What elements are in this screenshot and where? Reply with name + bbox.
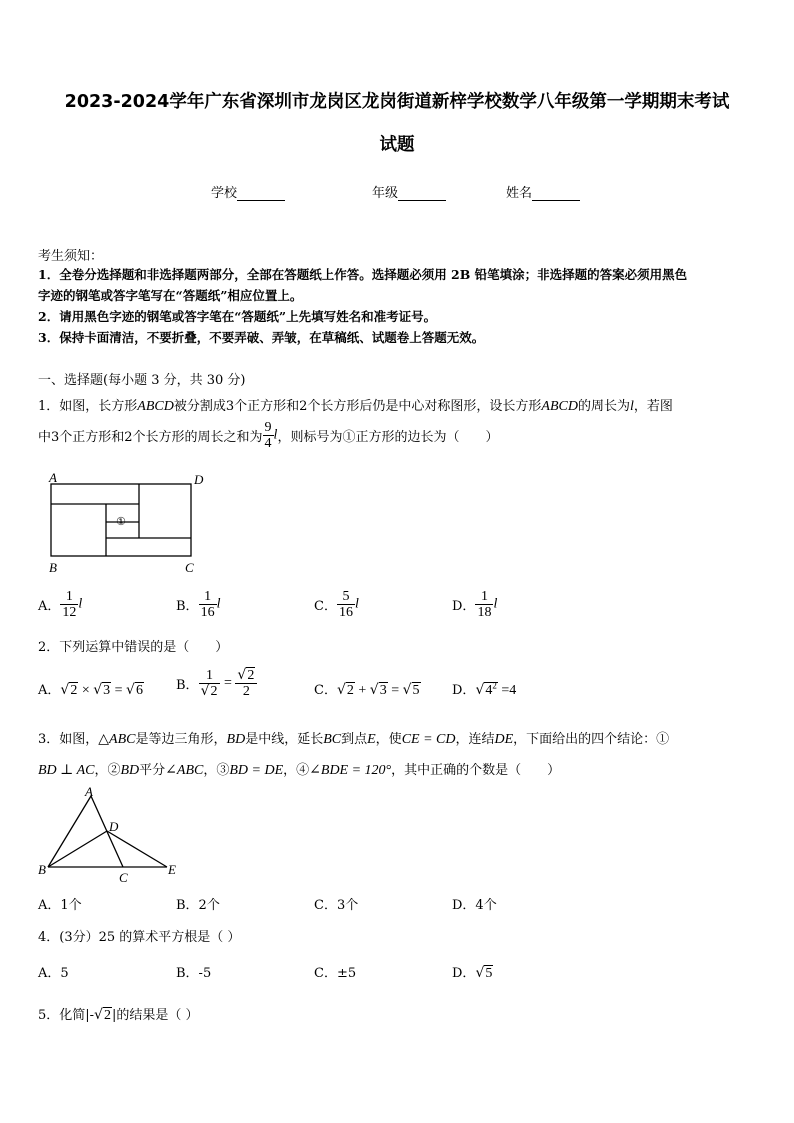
q1-rectangle-figure [44, 470, 214, 578]
school-blank [237, 187, 285, 201]
q4-option-c[interactable]: C．±5 [314, 966, 357, 981]
q2-option-b[interactable]: B． $\frac{1}{√2}$ = $\frac{√2}{2}$ [176, 668, 257, 699]
q3-line1: 3．如图，△ABC是等边三角形，BD是中线，延长BC到点E，使CE = CD，连结DE，下面给出的四个结论：① [38, 732, 670, 747]
q3-label-c: C [119, 870, 128, 885]
q1-label-c: C [185, 560, 194, 575]
grade-field [372, 182, 446, 201]
q1-line1: 1．如图，长方形ABCD被分割成3个正方形和2个长方形后仍是中心对称图形，设长方形ABCD的周长为l，若图 [38, 399, 673, 414]
q1-label-a: A [49, 470, 57, 485]
q5-stem: 5．化简|-√2|的结果是（ ） [38, 1007, 199, 1023]
notice-item-1b: 字迹的钢笔或答字笔写在“答题纸”相应位置上。 [38, 288, 303, 303]
q3-label-d: D [109, 819, 119, 834]
q2-option-a[interactable]: A．√2 × √3 = √6 [38, 682, 143, 698]
q4-option-a[interactable]: A．5 [38, 966, 69, 981]
name-label: 姓名 [506, 186, 533, 201]
q3-triangle-figure [36, 784, 186, 886]
q3-label-e: E [168, 862, 176, 877]
q2-option-d[interactable]: D．$√4^2 =4$ [452, 680, 517, 698]
notice-item-3: 3．保持卡面清洁，不要折叠，不要弄破、弄皱，在草稿纸、试题卷上答题无效。 [38, 330, 485, 345]
q1-fraction: $\frac{9}{4}$ [264, 420, 272, 451]
school-field [211, 182, 285, 201]
q1-option-a[interactable]: A． $\frac{1}{12}$ l [38, 589, 83, 620]
q4-option-b[interactable]: B．-5 [176, 966, 212, 981]
q1-line2: 中3个正方形和2个长方形的周长之和为 $\frac{9}{4}$ l，则标号为①正方形的边长为（ ） [38, 420, 499, 451]
q3-option-c[interactable]: C．3个 [314, 898, 359, 913]
school-label: 学校 [211, 186, 238, 201]
q1-option-c[interactable]: C． $\frac{5}{16}$ l [314, 589, 359, 620]
notice-item-1a: 1．全卷分选择题和非选择题两部分，全部在答题纸上作答。选择题必须用 2B 铅笔填涂；非选择题的答案必须用黑色 [38, 267, 688, 282]
q1-option-b[interactable]: B． $\frac{1}{16}$ l [176, 589, 221, 620]
q1-mark-1: ① [116, 515, 126, 528]
q1-label-b: B [49, 560, 57, 575]
q3-line2: BD ⊥ AC，②BD平分∠ABC，③BD = DE，④∠BDE = 120°，其中正确的个数是（ ） [38, 763, 561, 778]
q3-option-a[interactable]: A．1个 [38, 898, 82, 913]
grade-label: 年级 [372, 186, 399, 201]
page-title: 2023-2024学年广东省深圳市龙岗区龙岗街道新梓学校数学八年级第一学期期末考试 [64, 92, 730, 112]
q2-stem: 2．下列运算中错误的是（ ） [38, 640, 229, 655]
q3-option-b[interactable]: B．2个 [176, 898, 220, 913]
page-title-line2: 试题 [379, 135, 415, 155]
q1-option-d[interactable]: D． $\frac{1}{18}$ l [452, 589, 498, 620]
q3-label-a: A [85, 784, 93, 799]
grade-blank [398, 187, 446, 201]
q3-label-b: B [38, 862, 46, 877]
q4-stem: 4．(3分）25 的算术平方根是（ ） [38, 930, 241, 945]
notice-item-2: 2．请用黑色字迹的钢笔或答字笔在“答题纸”上先填写姓名和准考证号。 [38, 309, 437, 324]
name-blank [532, 187, 580, 201]
q3-option-d[interactable]: D．4个 [452, 898, 497, 913]
section-heading: 一、选择题(每小题 3 分，共 30 分) [38, 373, 246, 388]
q1-label-d: D [194, 472, 204, 487]
notice-heading: 考生须知： [38, 249, 104, 264]
q4-option-d[interactable]: D．√5 [452, 965, 493, 981]
name-field [506, 182, 580, 201]
q2-option-c[interactable]: C．√2 + √3 = √5 [314, 682, 420, 698]
